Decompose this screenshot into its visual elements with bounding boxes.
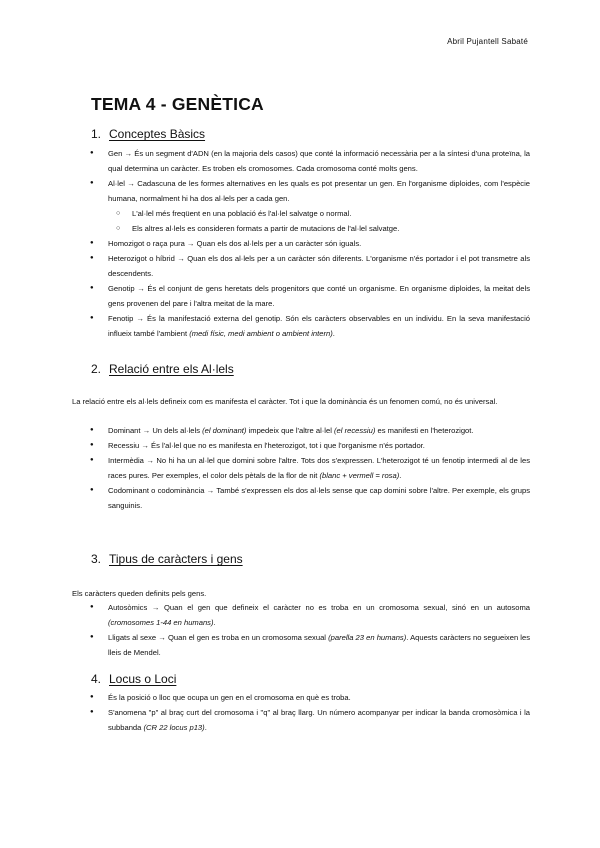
list-item-lligats-sexe: ● Lligats al sexe → Quan el gen es troba en un cromosoma sexual (parella 23 en humans). Aquests caràcters no segueixen les lleis de Mendel.: [72, 630, 530, 660]
list-item-codominant: ● Codominant o codominància → També s'expressen els dos al·lels sense que cap domini sobre l'altre. Per exemple, els grups sanguinis.: [72, 483, 530, 513]
list-item-recessiu: ● Recessiu → És l'al·lel que no es manifesta en l'heterozigot, tot i que l'organisme n'és portador.: [72, 438, 530, 453]
locus-list: [72, 690, 530, 735]
list-item-heterozigot: ● Heterozigot o híbrid → Quan els dos al·lels per a un caràcter són diferents. L'organisme n'és portador i el pot transmetre als descendents.: [72, 251, 530, 281]
section-number: 2.: [91, 362, 102, 376]
allel-sublist: [108, 206, 530, 236]
list-item-allel: ● Al·lel → Cadascuna de les formes alternatives en les quals es pot presentar un gen. En l'organisme diploides, com l'espècie humana, normalment hi ha dos al·lels per a cada gen. ○ L'al·lel més freqüent en una població és l'al·lel salvatge o normal. ○ Els altres al·lels es consideren formats a partir de mutacions de l'al·lel salvatge.: [72, 176, 530, 236]
list-item-posicio: ● És la posició o lloc que ocupa un gen en el cromosoma en què es troba.: [72, 690, 530, 705]
section-number: 1.: [91, 127, 102, 141]
concepts-list: [72, 146, 530, 341]
list-item-fenotip: ● Fenotip → És la manifestació externa del genotip. Són els caràcters observables en un individu. En la seva manifestació influeix també l'ambient (medi físic, medi ambient o ambient intern).: [72, 311, 530, 341]
list-item-genotip: ● Genotip → És el conjunt de gens heretats dels progenitors que conté un organisme. En organisme diploides, la meitat dels gens provenen del pare i l'altra meitat de la mare.: [72, 281, 530, 311]
section-title: Relació entre els Al·lels: [109, 362, 234, 376]
section-title: Conceptes Bàsics: [109, 127, 206, 141]
document-title: TEMA 4 - GENÈTICA: [91, 94, 264, 114]
sub-item: ○ Els altres al·lels es consideren formats a partir de mutacions de l'al·lel salvatge.: [108, 221, 530, 236]
list-item-intermedia: ● Intermèdia → No hi ha un al·lel que domini sobre l'altre. Tots dos s'expressen. L'heterozigot té un fenotip intermedi al de les races pures. Per exemples, el color dels pètals de la flor de nit (blanc + vermell = rosa).: [72, 453, 530, 483]
allele-relations-list: [72, 423, 530, 513]
section-heading-conceptes-basics: [91, 127, 205, 141]
list-item-homozigot: ● Homozigot o raça pura → Quan els dos al·lels per a un caràcter són iguals.: [72, 236, 530, 251]
section-title: Locus o Loci: [109, 672, 177, 686]
section-title: Tipus de caràcters i gens: [109, 552, 243, 566]
sub-item: ○ L'al·lel més freqüent en una població és l'al·lel salvatge o normal.: [108, 206, 530, 221]
list-item-gen: ● Gen → És un segment d'ADN (en la majoria dels casos) que conté la informació necessària per a la síntesi d'una proteïna, la qual determina un caràcter. Es troben els cromosomes. Cada cromosoma conté molts gens.: [72, 146, 530, 176]
section-number: 4.: [91, 672, 102, 686]
section-intro: La relació entre els al·lels defineix com es manifesta el caràcter. Tot i que la dominància és un fenomen comú, no és universal.: [72, 397, 498, 406]
character-types-list: [72, 600, 530, 660]
list-item-braços: ● S'anomena "p" al braç curt del cromosoma i "q" al braç llarg. Un número acompanyar per indicar la banda cromosòmica i la subbanda (CR 22 locus p13).: [72, 705, 530, 735]
author-name: Abril Pujantell Sabaté: [447, 37, 528, 46]
section-heading-relacio-allels: [91, 362, 234, 376]
section-intro: Els caràcters queden definits pels gens.: [72, 589, 207, 598]
list-item-dominant: ● Dominant → Un dels al·lels (el dominant) impedeix que l'altre al·lel (el recessiu) es manifesti en l'heterozigot.: [72, 423, 530, 438]
section-heading-tipus-caracters: [91, 552, 243, 566]
list-item-autosomics: ● Autosòmics → Quan el gen que defineix el caràcter no es troba en un cromosoma sexual, sinó en un autosoma (cromosomes 1-44 en humans).: [72, 600, 530, 630]
section-number: 3.: [91, 552, 102, 566]
section-heading-locus: [91, 672, 176, 686]
